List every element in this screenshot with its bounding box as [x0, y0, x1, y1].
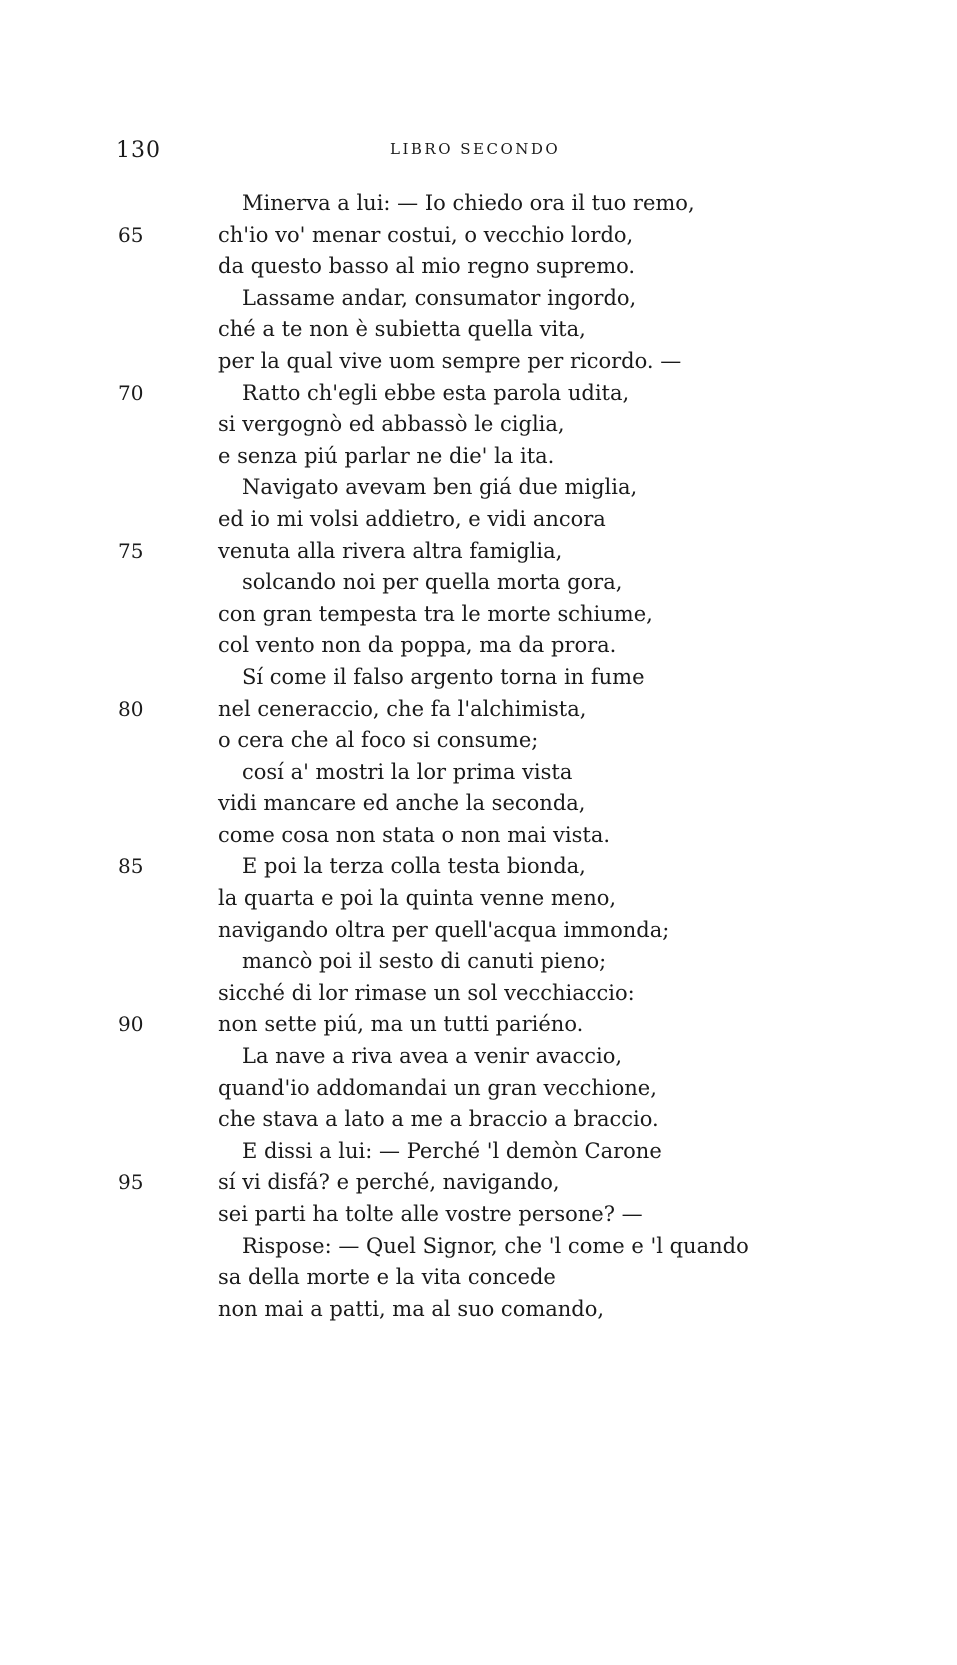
- line-number: 75: [118, 538, 144, 563]
- verse-line: [0, 378, 957, 410]
- verse-text: sei parti ha tolte alle vostre persone? —: [218, 1202, 643, 1226]
- line-number: 65: [118, 222, 144, 247]
- verse-text: che stava a lato a me a braccio a braccio.: [218, 1107, 659, 1132]
- verse-text: ch'io vo' menar costui, o vecchio lordo,: [218, 222, 634, 247]
- verse-line: [0, 251, 957, 283]
- verse-line: [0, 725, 957, 757]
- verse-text: la quarta e poi la quinta venne meno,: [218, 886, 617, 911]
- verse-line: [0, 630, 957, 662]
- verse-text: nel ceneraccio, che fa l'alchimista,: [218, 696, 587, 721]
- verse-line: [0, 1294, 957, 1326]
- verse-line: [0, 946, 957, 978]
- verse-line: [0, 567, 957, 599]
- verse-line: [0, 1073, 957, 1105]
- verse-text: e senza piú parlar ne die' la ita.: [218, 443, 555, 468]
- line-number: 90: [118, 1012, 144, 1037]
- verse-line: [0, 694, 957, 726]
- verse-line: [0, 409, 957, 441]
- verse-text: Ratto ch'egli ebbe esta parola udita,: [242, 380, 630, 405]
- verse-text: vidi mancare ed anche la seconda,: [218, 791, 586, 816]
- verse-text: Lassame andar, consumator ingordo,: [242, 285, 637, 310]
- verse-text: quand'io addomandai un gran vecchione,: [218, 1075, 657, 1100]
- verse-text: ed io mi volsi addietro, e vidi ancora: [218, 506, 606, 531]
- verse-line: [0, 441, 957, 473]
- verse-line: [0, 1136, 957, 1168]
- verse-text: Navigato avevam ben giá due miglia,: [242, 475, 638, 500]
- verse-text: Minerva a lui: — Io chiedo ora il tuo remo,: [242, 191, 695, 215]
- line-number: 85: [118, 854, 144, 879]
- verse-line: [0, 851, 957, 883]
- verse-text: venuta alla rivera altra famiglia,: [218, 538, 563, 563]
- verse-line: [0, 1009, 957, 1041]
- verse-text: come cosa non stata o non mai vista.: [218, 822, 611, 847]
- verse-line: [0, 504, 957, 536]
- line-number: 80: [118, 696, 144, 721]
- verse-text: mancò poi il sesto di canuti pieno;: [242, 949, 607, 974]
- page-number: 130: [116, 138, 161, 163]
- line-number: 95: [118, 1170, 144, 1195]
- running-head: LIBRO SECONDO: [390, 140, 561, 158]
- verse-line: [0, 536, 957, 568]
- verse-text: E poi la terza colla testa bionda,: [242, 854, 586, 879]
- poem-text: [0, 188, 957, 1325]
- verse-text: sicché di lor rimase un sol vecchiaccio:: [218, 980, 635, 1005]
- verse-text: La nave a riva avea a venir avaccio,: [242, 1044, 623, 1069]
- verse-line: [0, 314, 957, 346]
- verse-text: ché a te non è subietta quella vita,: [218, 317, 586, 342]
- verse-line: [0, 599, 957, 631]
- verse-line: [0, 472, 957, 504]
- verse-text: si vergognò ed abbassò le ciglia,: [218, 412, 565, 437]
- verse-text: solcando noi per quella morta gora,: [242, 570, 623, 595]
- verse-line: [0, 1041, 957, 1073]
- line-number: 70: [118, 380, 144, 405]
- verse-line: [0, 346, 957, 378]
- verse-line: [0, 883, 957, 915]
- verse-line: [0, 757, 957, 789]
- verse-line: [0, 1167, 957, 1199]
- verse-text: sa della morte e la vita concede: [218, 1265, 556, 1290]
- verse-text: Rispose: — Quel Signor, che 'l come e 'l quando: [242, 1233, 749, 1258]
- verse-line: [0, 1104, 957, 1136]
- verse-line: [0, 820, 957, 852]
- verse-line: [0, 662, 957, 694]
- verse-text: col vento non da poppa, ma da prora.: [218, 633, 617, 658]
- verse-text: per la qual vive uom sempre per ricordo. —: [218, 348, 682, 373]
- verse-line: [0, 1199, 957, 1231]
- verse-text: non mai a patti, ma al suo comando,: [218, 1296, 605, 1321]
- verse-line: [0, 915, 957, 947]
- verse-line: [0, 220, 957, 252]
- verse-text: non sette piú, ma un tutti pariéno.: [218, 1012, 584, 1037]
- verse-line: [0, 788, 957, 820]
- verse-text: E dissi a lui: — Perché 'l demòn Carone: [242, 1138, 662, 1163]
- verse-text: con gran tempesta tra le morte schiume,: [218, 601, 653, 626]
- verse-line: [0, 978, 957, 1010]
- verse-line: [0, 188, 957, 220]
- verse-line: [0, 1262, 957, 1294]
- verse-text: sí vi disfá? e perché, navigando,: [218, 1170, 560, 1195]
- verse-text: o cera che al foco si consume;: [218, 728, 539, 753]
- verse-text: Sí come il falso argento torna in fume: [242, 664, 645, 689]
- verse-text: navigando oltra per quell'acqua immonda;: [218, 917, 670, 942]
- verse-line: [0, 283, 957, 315]
- verse-line: [0, 1231, 957, 1263]
- verse-text: cosí a' mostri la lor prima vista: [242, 759, 573, 784]
- verse-text: da questo basso al mio regno supremo.: [218, 254, 636, 279]
